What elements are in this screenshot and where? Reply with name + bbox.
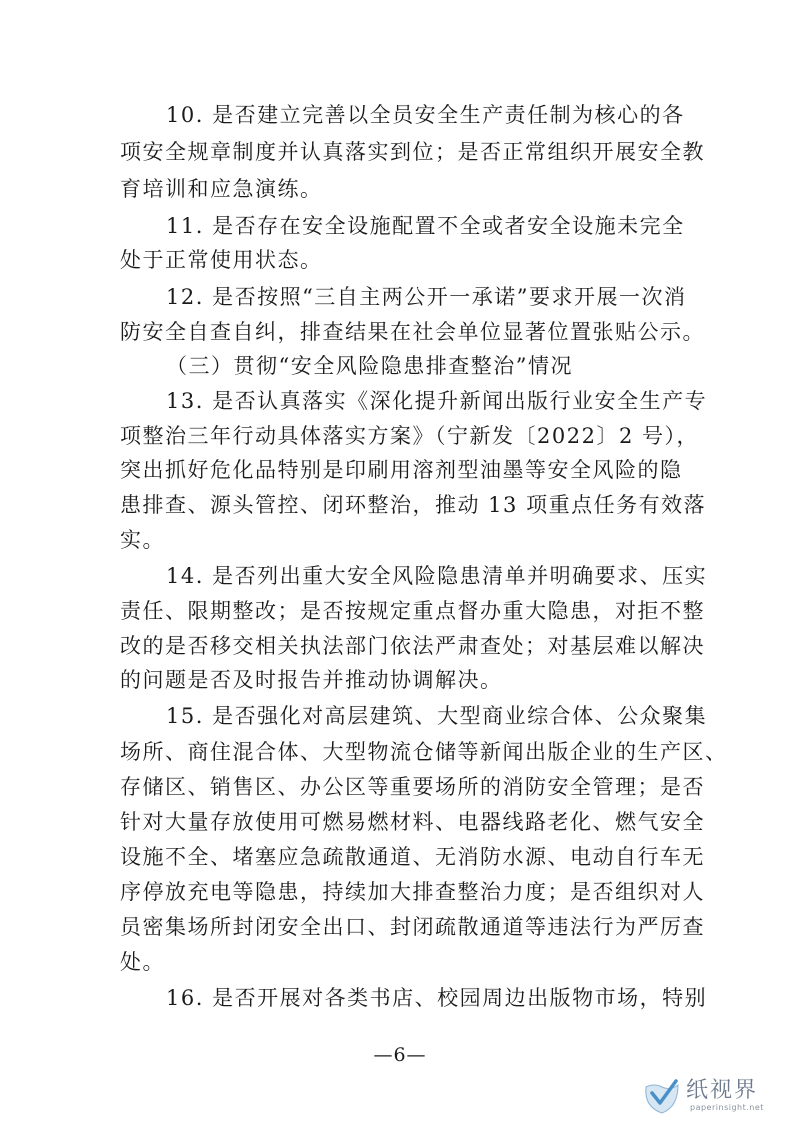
watermark-logo-icon: [640, 1073, 684, 1117]
paragraph-line: 16. 是否开展对各类书店、校园周边出版物市场，特别: [166, 986, 708, 1010]
paragraph-line: 防安全自查自纠，排查结果在社会单位显著位置张贴公示。: [120, 320, 705, 344]
paragraph-line: 患排查、源头管控、闭环整治，推动 13 项重点任务有效落: [120, 493, 707, 517]
paragraph-line: 11. 是否存在安全设施配置不全或者安全设施未完全: [166, 214, 685, 238]
paragraph-line: 员密集场所封闭安全出口、封闭疏散通道等违法行为严厉查: [120, 915, 705, 939]
paragraph-line: 12. 是否按照“三自主两公开一承诺”要求开展一次消: [166, 285, 687, 309]
paragraph-line: 序停放充电等隐患，持续加大排查整治力度；是否组织对人: [120, 880, 705, 904]
paragraph-line: 13. 是否认真落实《深化提升新闻出版行业安全生产专: [166, 389, 708, 413]
paragraph-line: 场所、商住混合体、大型物流仓储等新闻出版企业的生产区、: [120, 740, 728, 764]
section-heading: （三）贯彻“安全风险隐患排查整治”情况: [166, 354, 573, 378]
watermark: [640, 1067, 790, 1123]
paragraph-line: 责任、限期整改；是否按规定重点督办重大隐患，对拒不整: [120, 599, 705, 623]
paragraph-line: 10. 是否建立完善以全员安全生产责任制为核心的各: [166, 103, 685, 127]
paragraph-line: 设施不全、堵塞应急疏散通道、无消防水源、电动自行车无: [120, 845, 705, 869]
paragraph-line: 处。: [120, 950, 165, 974]
paragraph-line: 的问题是否及时报告并推动协调解决。: [120, 668, 503, 692]
paragraph-line: 育培训和应急演练。: [120, 177, 323, 201]
paragraph-line: 针对大量存放使用可燃易燃材料、电器线路老化、燃气安全: [120, 810, 705, 834]
paragraph-line: 存储区、销售区、办公区等重要场所的消防安全管理；是否: [120, 775, 705, 799]
watermark-name: 纸视界: [686, 1078, 759, 1103]
paragraph-line: 项安全规章制度并认真落实到位；是否正常组织开展安全教: [120, 140, 705, 164]
page-number: —6—: [373, 1044, 427, 1066]
paragraph-line: 实。: [120, 528, 165, 552]
paragraph-line: 处于正常使用状态。: [120, 248, 323, 272]
paragraph-line: 突出抓好危化品特别是印刷用溶剂型油墨等安全风险的隐: [120, 458, 683, 482]
paragraph-line: 改的是否移交相关执法部门依法严肃查处；对基层难以解决: [120, 634, 705, 658]
paragraph-line: 14. 是否列出重大安全风险隐患清单并明确要求、压实: [166, 564, 708, 588]
paragraph-line: 15. 是否强化对高层建筑、大型商业综合体、公众聚集: [166, 704, 708, 728]
watermark-url: paperinsight.net: [690, 1103, 764, 1112]
paragraph-line: 项整治三年行动具体落实方案》（宁新发〔2022〕2 号），: [120, 424, 699, 448]
